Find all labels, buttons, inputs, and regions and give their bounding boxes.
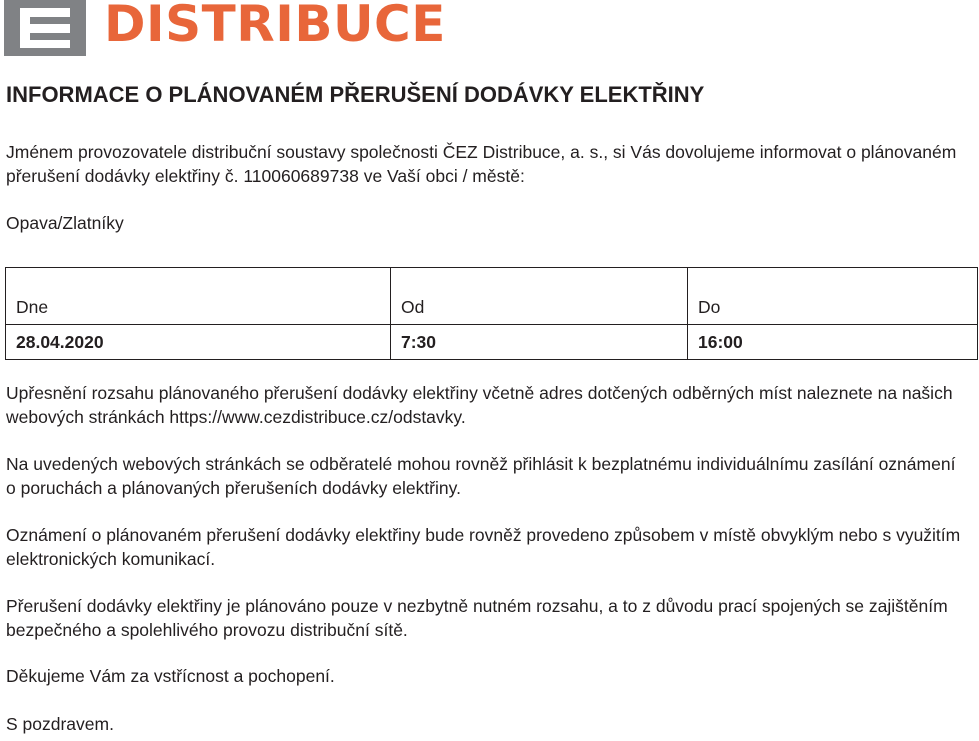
details-paragraph: Upřesnění rozsahu plánovaného přerušení dodávky elektřiny včetně adres dotčených odběrných míst naleznete na našich webových stránkách https://www.cezdistribuce.cz/odstavky. bbox=[6, 383, 953, 427]
from-value-cell: 7:30 bbox=[391, 325, 688, 360]
table-row bbox=[6, 325, 978, 360]
to-value-cell: 16:00 bbox=[688, 325, 978, 360]
header-from-cell: Od bbox=[391, 268, 688, 325]
brand-text: DISTRIBUCE bbox=[104, 0, 446, 53]
subscribe-paragraph: Na uvedených webových stránkách se odběratelé mohou rovněž přihlásit k bezplatnému individuálnímu zasílání oznámení o poruchách a plánovaných přerušeních dodávky elektřiny. bbox=[6, 454, 956, 498]
header-date-cell: Dne bbox=[6, 268, 391, 325]
thanks-paragraph: Děkujeme Vám za vstřícnost a pochopení. bbox=[6, 666, 335, 686]
page-title: INFORMACE O PLÁNOVANÉM PŘERUŠENÍ DODÁVKY ELEKTŘINY bbox=[6, 82, 705, 107]
table-header-row bbox=[6, 268, 978, 325]
cez-logo-icon bbox=[4, 0, 86, 56]
intro-paragraph: Jménem provozovatele distribuční soustavy společnosti ČEZ Distribuce, a. s., si Vás dovolujeme informovat o plánovaném přerušení dodávky elektřiny č. 110060689738 ve Vaší obci / městě: bbox=[6, 142, 957, 186]
location-text: Opava/Zlatníky bbox=[6, 213, 124, 233]
regards-paragraph: S pozdravem. bbox=[6, 714, 114, 734]
outage-schedule-table bbox=[5, 267, 978, 360]
header bbox=[4, 0, 604, 56]
reason-paragraph: Přerušení dodávky elektřiny je plánováno pouze v nezbytně nutném rozsahu, a to z důvodu prací spojených se zajištěním bezpečného a spolehlivého provozu distribuční sítě. bbox=[6, 596, 948, 640]
date-value-cell: 28.04.2020 bbox=[6, 325, 391, 360]
header-to-cell: Do bbox=[688, 268, 978, 325]
announce-paragraph: Oznámení o plánovaném přerušení dodávky elektřiny bude rovněž provedeno způsobem v místě obvyklým nebo s využitím elektronických komunikací. bbox=[6, 525, 961, 569]
